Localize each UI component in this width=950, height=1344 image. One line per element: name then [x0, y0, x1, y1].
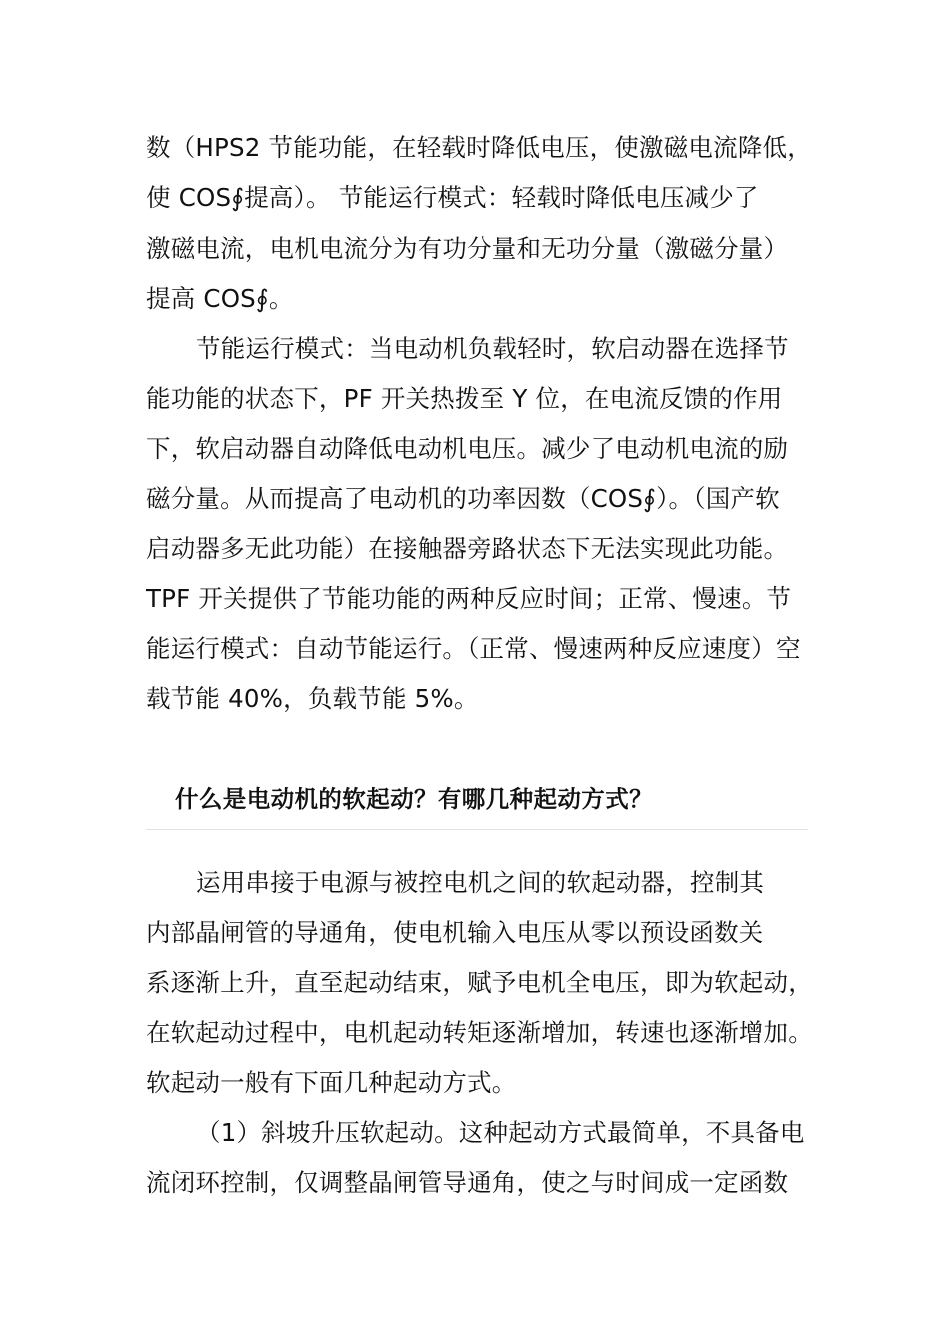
paragraph-line: 载节能 40%，负载节能 5%。	[146, 684, 479, 713]
paragraph-line: 节能运行模式：当电动机负载轻时，软启动器在选择节	[196, 334, 789, 363]
paragraph-line: 运用串接于电源与被控电机之间的软起动器，控制其	[196, 868, 765, 897]
paragraph-line: 能运行模式：自动节能运行。（正常、慢速两种反应速度）空	[146, 634, 801, 663]
paragraph-line: 流闭环控制，仅调整晶闸管导通角，使之与时间成一定函数	[146, 1168, 789, 1197]
paragraph-line: 软起动一般有下面几种起动方式。	[146, 1068, 517, 1097]
paragraph-line: TPF 开关提供了节能功能的两种反应时间；正常、慢速。节	[146, 584, 792, 613]
paragraph-line: 下，软启动器自动降低电动机电压。减少了电动机电流的励	[146, 434, 789, 463]
paragraph-line: 提高 COS∮。	[146, 284, 294, 313]
heading-divider	[146, 829, 808, 830]
paragraph-line: 使 COS∮提高）。 节能运行模式：轻载时降低电压减少了	[146, 183, 759, 212]
paragraph-line: 能功能的状态下，PF 开关热拨至 Y 位，在电流反馈的作用	[146, 384, 783, 413]
paragraph-line: 磁分量。从而提高了电动机的功率因数（COS∮）。（国产软	[146, 484, 780, 513]
paragraph-line: 内部晶闸管的导通角，使电机输入电压从零以预设函数关	[146, 918, 764, 947]
paragraph-line: 激磁电流，电机电流分为有功分量和无功分量（激磁分量）	[146, 234, 789, 263]
section-heading: 什么是电动机的软起动？有哪几种起动方式？	[175, 785, 653, 813]
paragraph-line: 启动器多无此功能）在接触器旁路状态下无法实现此功能。	[146, 534, 789, 563]
paragraph-line: 数（HPS2 节能功能，在轻载时降低电压，使激磁电流降低，	[146, 133, 812, 162]
paragraph-line: 在软起动过程中，电机起动转矩逐渐增加，转速也逐渐增加。	[146, 1018, 813, 1047]
paragraph-line: 系逐渐上升，直至起动结束，赋予电机全电压，即为软起动，	[146, 968, 813, 997]
paragraph-line: （1）斜坡升压软起动。这种起动方式最简单，不具备电	[196, 1118, 805, 1147]
